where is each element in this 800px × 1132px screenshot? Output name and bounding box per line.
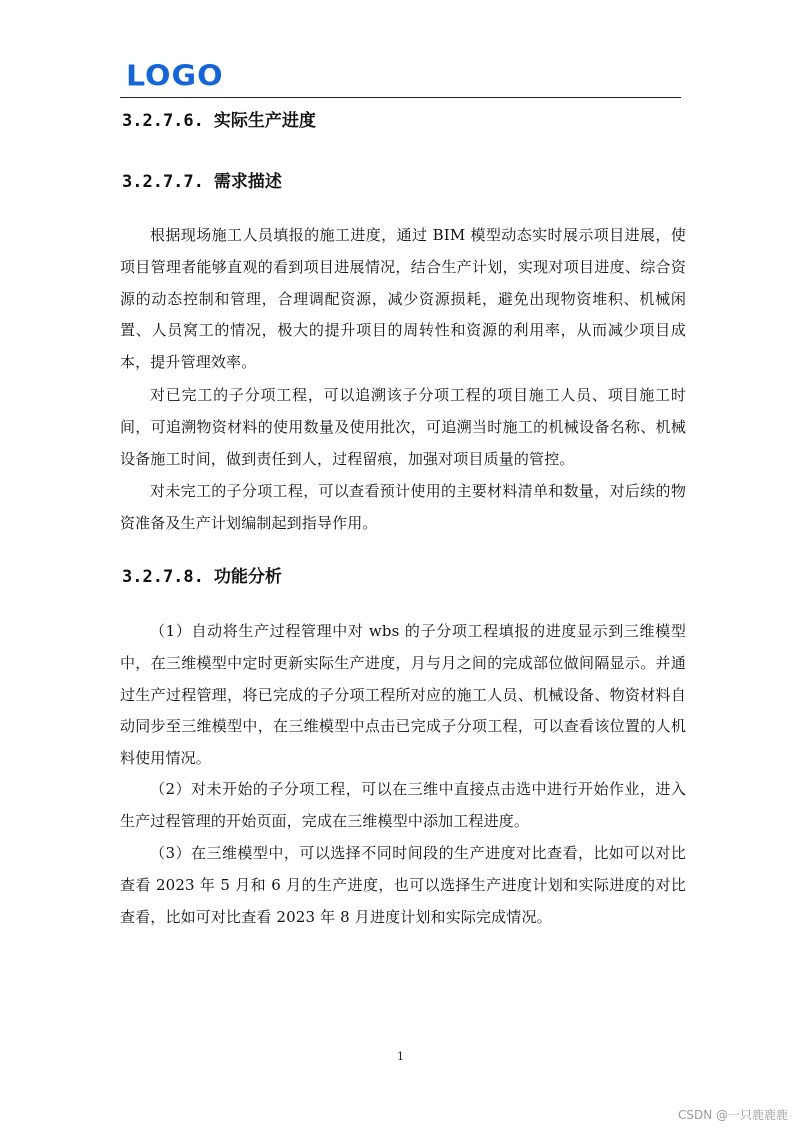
section-number: 3.2.7.8. — [122, 567, 204, 587]
page-number: 1 — [397, 1050, 404, 1063]
company-logo: LOGO — [126, 59, 224, 94]
analysis-paragraph-3: （3）在三维模型中，可以选择不同时间段的生产进度对比查看，比如可以对比查看 2023 年 5 月和 6 月的生产进度，也可以选择生产进度计划和实际进度的对比查看，比如可对比查看 2023 年 8 月进度计划和实际完成情况。 — [120, 844, 686, 926]
section-number: 3.2.7.6. — [122, 111, 204, 131]
requirements-paragraph-3: 对未完工的子分项工程，可以查看预计使用的主要材料清单和数量，对后续的物资准备及生产计划编制起到指导作用。 — [120, 482, 686, 532]
section-heading-function-analysis — [122, 566, 282, 588]
section-title: 需求描述 — [213, 172, 282, 192]
header-divider — [120, 97, 681, 98]
analysis-paragraph-2: （2）对未开始的子分项工程，可以在三维中直接点击选中进行开始作业，进入生产过程管理的开始页面，完成在三维模型中添加工程进度。 — [120, 780, 686, 830]
section-title: 实际生产进度 — [213, 111, 316, 131]
requirements-paragraph-1: 根据现场施工人员填报的施工进度，通过 BIM 模型动态实时展示项目进展，使项目管理者能够直观的看到项目进展情况，结合生产计划，实现对项目进度、综合资源的动态控制和管理，合理调配资源，减少资源损耗，避免出现物资堆积、机械闲置、人员窝工的情况，极大的提升项目的周转性和资源的利用率，从而减少项目成本，提升管理效率。 — [120, 226, 686, 372]
section-heading-requirements — [122, 171, 282, 193]
csdn-watermark: CSDN @一只鹿鹿鹿 — [677, 1108, 788, 1122]
section-heading-actual-progress — [122, 110, 316, 132]
requirements-paragraph-2: 对已完工的子分项工程，可以追溯该子分项工程的项目施工人员、项目施工时间，可追溯物资材料的使用数量及使用批次，可追溯当时施工的机械设备名称、机械设备施工时间，做到责任到人，过程留痕，加强对项目质量的管控。 — [120, 386, 686, 468]
section-number: 3.2.7.7. — [122, 172, 204, 192]
analysis-paragraph-1: （1）自动将生产过程管理中对 wbs 的子分项工程填报的进度显示到三维模型中，在三维模型中定时更新实际生产进度，月与月之间的完成部位做间隔显示。并通过生产过程管理，将已完成的子分项工程所对应的施工人员、机械设备、物资材料自动同步至三维模型中，在三维模型中点击已完成子分项工程，可以查看该位置的人机料使用情况。 — [120, 622, 686, 768]
section-title: 功能分析 — [213, 567, 282, 587]
